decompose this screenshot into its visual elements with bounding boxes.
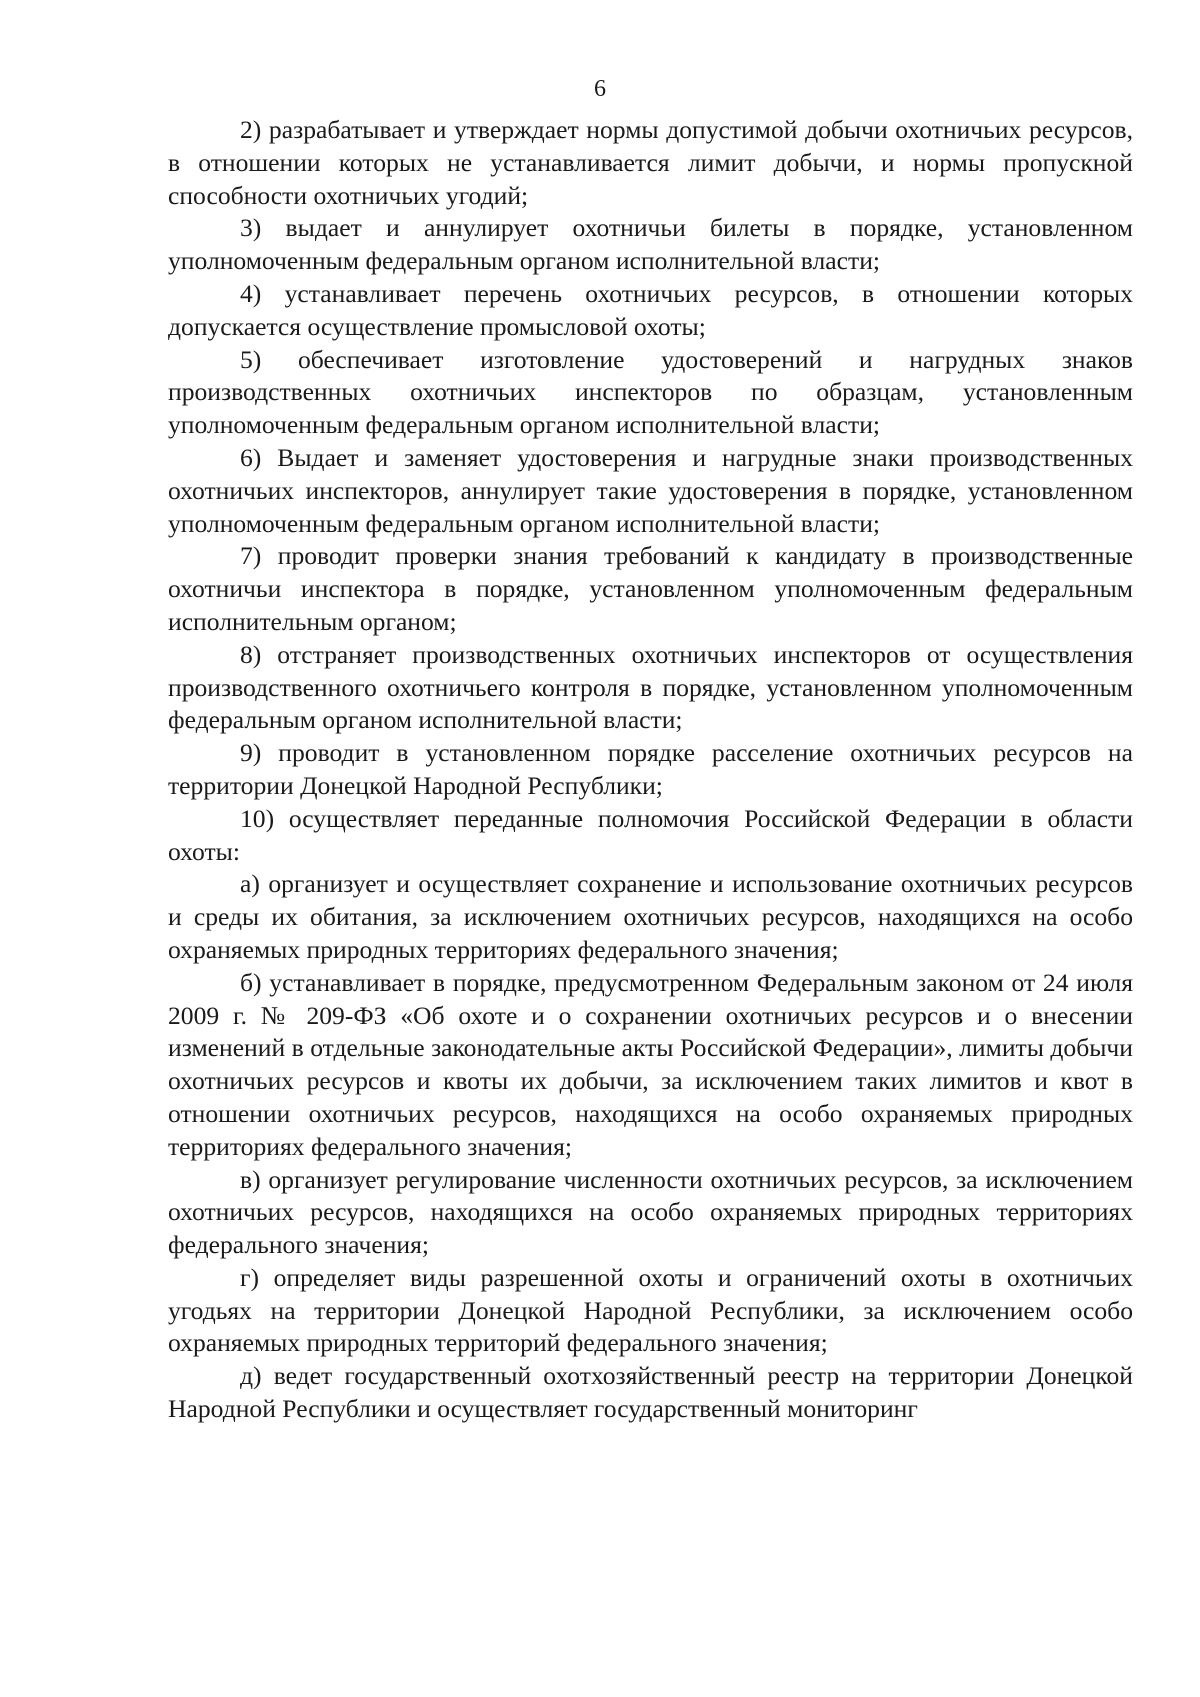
paragraph-item-4: 4) устанавливает перечень охотничьих ресурсов, в отношении которых допускается осуществление промысловой охоты; [168,278,1133,341]
body-text [168,114,1133,1426]
paragraph-item-9: 9) проводит в установленном порядке расселение охотничьих ресурсов на территории Донецкой Народной Республики; [168,738,1133,800]
paragraph-item-6: 6) Выдает и заменяет удостоверения и нагрудные знаки производственных охотничьих инспекторов, аннулирует такие удостоверения в порядке, установленном уполномоченным федеральным органом исполнительной власти; [168,442,1133,538]
subparagraph-v: в) организует регулирование численности охотничьих ресурсов, за исключением охотничьих ресурсов, находящихся на особо охраняемых природных территориях федерального значения; [168,1164,1133,1260]
paragraph-item-5: 5) обеспечивает изготовление удостоверений и нагрудных знаков производственных охотничьих инспекторов по образцам, установленным уполномоченным федеральным органом исполнительной власти; [168,344,1133,440]
page-number: 6 [594,76,606,102]
subparagraph-a: а) организует и осуществляет сохранение и использование охотничьих ресурсов и среды их обитания, за исключением охотничьих ресурсов, находящихся на особо охраняемых природных территориях федерального значения; [168,869,1133,964]
paragraph-item-2: 2) разрабатывает и утверждает нормы допустимой добычи охотничьих ресурсов, в отношении которых не устанавливается лимит добычи, и нормы пропускной способности охотничьих угодий; [168,115,1133,210]
paragraph-item-10: 10) осуществляет переданные полномочия Российской Федерации в области охоты: [168,803,1133,866]
subparagraph-b: б) устанавливает в порядке, предусмотренном Федеральным законом от 24 июля 2009 г. № 209-ФЗ «Об охоте и о сохранении охотничьих ресурсов и о внесении изменений в отдельные законодательные акты Российской Федерации», лимиты добычи охотничьих ресурсов и квоты их добычи, за исключением таких лимитов и квот в отношении охотничьих ресурсов, находящихся на особо охраняемых природных территориях федерального значения; [168,967,1133,1161]
paragraph-item-8: 8) отстраняет производственных охотничьих инспекторов от осуществления производственного охотничьего контроля в порядке, установленном уполномоченным федеральным органом исполнительной власти; [168,639,1133,735]
paragraph-item-7: 7) проводит проверки знания требований к кандидату в производственные охотничьи инспектора в порядке, установленном уполномоченным федеральным исполнительным органом; [168,541,1133,636]
subparagraph-d: д) ведет государственный охотхозяйственный реестр на территории Донецкой Народной Республики и осуществляет государственный мониторинг [168,1361,1133,1424]
subparagraph-g: г) определяет виды разрешенной охоты и ограничений охоты в охотничьих угодьях на территории Донецкой Народной Республики, за исключением особо охраняемых природных территорий федерального значения; [168,1262,1133,1358]
paragraph-item-3: 3) выдает и аннулирует охотничьи билеты в порядке, установленном уполномоченным федеральным органом исполнительной власти; [168,213,1133,276]
